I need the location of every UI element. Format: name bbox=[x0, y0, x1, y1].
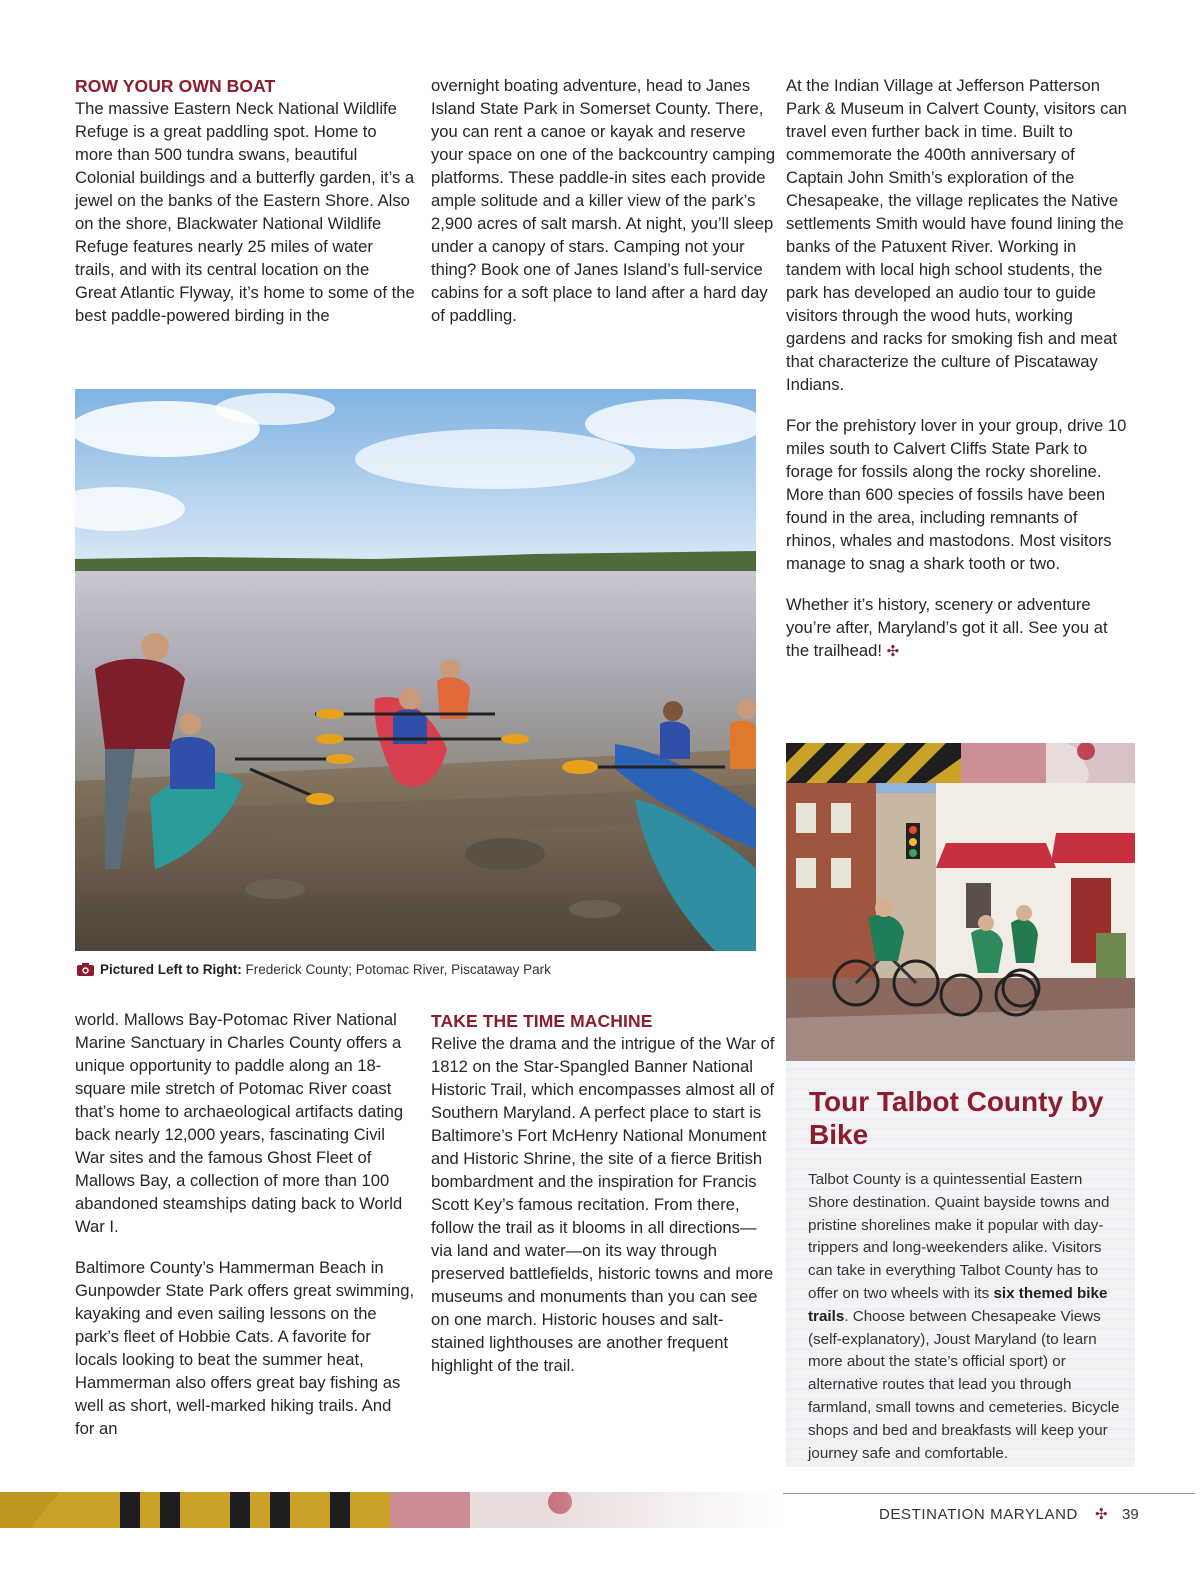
sidebar-text bbox=[808, 1169, 1120, 1465]
closing-text: Whether it’s history, scenery or adventure you’re after, Maryland’s got it all. See you at the trailhead! bbox=[786, 595, 1108, 660]
footer-rule bbox=[783, 1493, 1195, 1494]
section-heading-row-your-own-boat: ROW YOUR OWN BOAT bbox=[75, 76, 276, 96]
kayak-photo bbox=[75, 389, 756, 951]
footer-fleuron-icon: ✣ bbox=[1095, 1506, 1108, 1523]
kayak-scene-illustration bbox=[75, 389, 756, 951]
sidebar-body bbox=[786, 1061, 1135, 1467]
column-2-bottom bbox=[431, 1010, 776, 1377]
body-paragraph: Baltimore County’s Hammerman Beach in Gunpowder State Park offers great swimming, kayaking and even sailing lessons on the park’s fleet of Hobbie Cats. A favorite for locals looking to beat the summer heat, Hammerman also offers great bay fishing as well as short, well-marked hiking trails. And for an bbox=[75, 1258, 415, 1438]
footer-publication-name: DESTINATION MARYLAND bbox=[879, 1506, 1078, 1523]
section-heading-take-the-time-machine: TAKE THE TIME MACHINE bbox=[431, 1011, 653, 1031]
column-3 bbox=[786, 74, 1131, 663]
camera-icon bbox=[77, 963, 94, 976]
sidebar-text-intro: Talbot County is a quintessential Eastern Shore destination. Quaint bayside towns and pristine shorelines make it popular with day-trippers and long-weekenders alike. Visitors can take in everything Talbot County has to offer on two wheels with its bbox=[808, 1171, 1110, 1302]
sidebar-text-bold: six themed bike trails bbox=[808, 1284, 1108, 1325]
body-paragraph-closing bbox=[786, 593, 1131, 663]
sidebar-text-rest: . Choose between Chesapeake Views (self-explanatory), Joust Maryland (to learn more about the state’s official sport) or alternative routes that lead you through farmland, small towns and cemeteries. Bicycle shops and bed and breakfasts will keep your journey safe and comfortable. bbox=[808, 1307, 1120, 1462]
column-2-top bbox=[431, 74, 776, 327]
column-1-top bbox=[75, 75, 415, 327]
maryland-flag-banner bbox=[786, 743, 1135, 783]
caption-label: Pictured Left to Right: bbox=[100, 962, 242, 977]
sidebar-talbot-county bbox=[786, 743, 1135, 1467]
fleuron-icon: ✣ bbox=[886, 643, 900, 660]
page-number: 39 bbox=[1122, 1506, 1139, 1523]
body-paragraph: world. Mallows Bay-Potomac River National Marine Sanctuary in Charles County offers a unique opportunity to paddle along an 18-square mile stretch of Potomac River coast that’s home to archaeological artifacts dating back nearly 12,000 years, fascinating Civil War sites and the famous Ghost Fleet of Mallows Bay, a collection of more than 100 abandoned steamships dating back to World War I. bbox=[75, 1010, 404, 1236]
cyclists-photo bbox=[786, 783, 1135, 1061]
body-paragraph: At the Indian Village at Jefferson Patterson Park & Museum in Calvert County, visitors can travel even further back in time. Built to commemorate the 400th anniversary of Captain John Smith’s exploration of the Chesapeake, the village replicates the Native settlements Smith would have found lining the banks of the Patuxent River. Working in tandem with local high school students, the park has developed an audio tour to guide visitors through the wood huts, working gardens and racks for smoking fish and meat that characterize the culture of Piscataway Indians. bbox=[786, 76, 1127, 394]
body-paragraph: The massive Eastern Neck National Wildlife Refuge is a great paddling spot. Home to more than 500 tundra swans, beautiful Colonial buildings and a butterfly garden, it’s a jewel on the banks of the Eastern Shore. Also on the shore, Blackwater National Wildlife Refuge features nearly 25 miles of water trails, and with its central location on the Great Atlantic Flyway, it’s home to some of the best paddle-powered birding in the bbox=[75, 99, 415, 325]
sidebar-title: Tour Talbot County by Bike bbox=[809, 1086, 1104, 1150]
photo-caption bbox=[77, 962, 551, 977]
body-paragraph: For the prehistory lover in your group, drive 10 miles south to Calvert Cliffs State Park to forage for fossils along the rocky shoreline. More than 600 species of fossils have been found in the area, including remnants of rhinos, whales and mastodons. Most visitors manage to snag a shark tooth or two. bbox=[786, 416, 1127, 573]
caption-text: Frederick County; Potomac River, Piscataway Park bbox=[241, 962, 551, 977]
footer-flag-banner bbox=[0, 1492, 780, 1528]
body-paragraph: Relive the drama and the intrigue of the War of 1812 on the Star-Spangled Banner National Historic Trail, which encompasses almost all of Southern Maryland. A perfect place to start is Baltimore’s Fort McHenry National Monument and Historic Shrine, the site of a fierce British bombardment and the inspiration for Francis Scott Key’s famous recitation. From there, follow the trail as it blooms in all directions—via land and water—on its way through preserved battlefields, historic towns and more museums and monuments than you can see on one march. Historic houses and salt-stained lighthouses are another frequent highlight of the trail. bbox=[431, 1034, 775, 1375]
column-1-bottom bbox=[75, 1008, 415, 1440]
body-paragraph: overnight boating adventure, head to Janes Island State Park in Somerset County. There, you can rent a canoe or kayak and reserve your space on one of the backcountry camping platforms. These paddle-in sites each provide ample solitude and a killer view of the park’s 2,900 acres of salt marsh. At night, you’ll sleep under a canopy of stars. Camping not your thing? Book one of Janes Island’s full-service cabins for a soft place to land after a hard day of paddling. bbox=[431, 76, 776, 325]
